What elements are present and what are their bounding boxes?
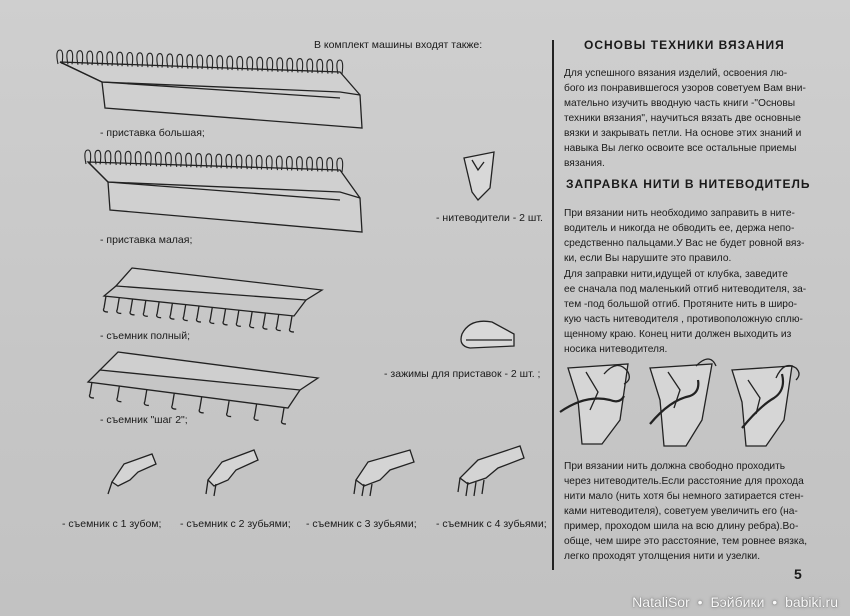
paragraph-line: нити мало (нить хотя бы немного затирается стен- [564, 491, 804, 502]
paragraph-line: ки, если Вы нарушите это правило. [564, 253, 732, 264]
paragraph-line: пример, проходом шила на всю длину ребра).Во- [564, 521, 799, 532]
paragraph-line: носика нитеводителя. [564, 344, 668, 355]
paragraph-line: кую часть нитеводителя , противоположную сплю- [564, 314, 803, 325]
paragraph-line: обще, чем шире это расстояние, тем ровнее вязка, [564, 536, 808, 547]
paragraph-line: Для заправки нити,идущей от клубка, заведите [564, 269, 788, 280]
paragraph-line: водитель и никогда не обводить ее, держа непо- [564, 223, 795, 234]
large-attachment-label: - приставка большая; [100, 127, 205, 139]
paragraph-line: Для успешного вязания изделий, освоения лю- [564, 68, 788, 79]
intro-text: В комплект машины входят также: [314, 39, 483, 51]
watermark-bullet: • [772, 594, 778, 610]
paragraph-line: тем -под большой отгиб. Протяните нить в широ- [564, 299, 798, 310]
small-attachment-label: - приставка малая; [100, 234, 193, 246]
paragraph-line: средственно пальцами.У Вас не будет ровной вяз- [564, 238, 805, 249]
paragraph-line: щенному краю. Конец нити должен выходить из [564, 329, 792, 340]
paragraph-threading-steps [564, 267, 807, 357]
watermark-bullet: • [697, 594, 703, 610]
paragraph-line: навыка Вы легко освоите все остальные приемы [564, 143, 797, 154]
paragraph-threading-rule [564, 206, 804, 266]
remover-2-label: - съемник с 2 зубьями; [180, 518, 291, 530]
remover-1-label: - съемник с 1 зубом; [62, 518, 162, 530]
paragraph-line: вязания. [564, 158, 605, 169]
paragraph-line: ками нитеводителя), советуем увеличить его (на- [564, 506, 798, 517]
paragraph-line: через нитеводитель.Если расстояние для прохода [564, 476, 804, 487]
clamp-illustration [461, 321, 514, 348]
clamps-label: - зажимы для приставок - 2 шт. ; [384, 368, 541, 380]
remover-4-label: - съемник с 4 зубьями; [436, 518, 547, 530]
remover-3-illustration [354, 450, 414, 496]
threading-diagram-step2 [650, 359, 716, 446]
paragraph-line: техники вязания", научиться вязать две основные [564, 113, 801, 124]
large-attachment-illustration [57, 50, 362, 128]
paragraph-free-passage [564, 459, 808, 564]
paragraph-line: легко проходят утолщения нити и узелки. [564, 551, 761, 562]
paragraph-line: бого из понравившегося узоров советуем Вам вни- [564, 83, 806, 94]
paragraph-line: При вязании нить необходимо заправить в ните- [564, 208, 795, 219]
remover-3-label: - съемник с 3 зубьями; [306, 518, 417, 530]
small-attachment-illustration [85, 150, 362, 232]
heading-knitting-basics: ОСНОВЫ ТЕХНИКИ ВЯЗАНИЯ [584, 38, 785, 52]
paragraph-line: При вязании нить должна свободно проходить [564, 461, 786, 472]
remover-1-illustration [108, 454, 156, 494]
page-number: 5 [794, 566, 802, 582]
step2-remover-label: - съемник "шаг 2"; [100, 414, 188, 426]
paragraph-line: вязки и закрывать петли. На основе этих знаний и [564, 128, 802, 139]
paragraph-intro [564, 66, 804, 171]
watermark [630, 594, 840, 610]
watermark-domain: babiki.ru [785, 594, 838, 610]
remover-2-illustration [206, 450, 258, 496]
paragraph-line: ее сначала под маленький отгиб нитеводителя, за- [564, 284, 807, 295]
remover-4-illustration [458, 446, 524, 496]
paragraph-line: мательно изучить вводную часть книги -"Основы [564, 98, 796, 109]
column-divider [552, 40, 554, 570]
threading-diagram-step3 [732, 366, 799, 446]
thread-guides-label: - нитеводители - 2 шт. [436, 212, 543, 224]
heading-threading: ЗАПРАВКА НИТИ В НИТЕВОДИТЕЛЬ [566, 177, 811, 191]
full-remover-hooks [104, 296, 295, 332]
watermark-author: NataliSor [632, 594, 690, 610]
watermark-site-name: Бэйбики [710, 594, 765, 610]
full-remover-label: - съемник полный; [100, 330, 191, 342]
threading-diagram-step1 [560, 364, 629, 444]
thread-guide-illustration [464, 152, 494, 200]
full-remover-illustration [104, 268, 323, 332]
